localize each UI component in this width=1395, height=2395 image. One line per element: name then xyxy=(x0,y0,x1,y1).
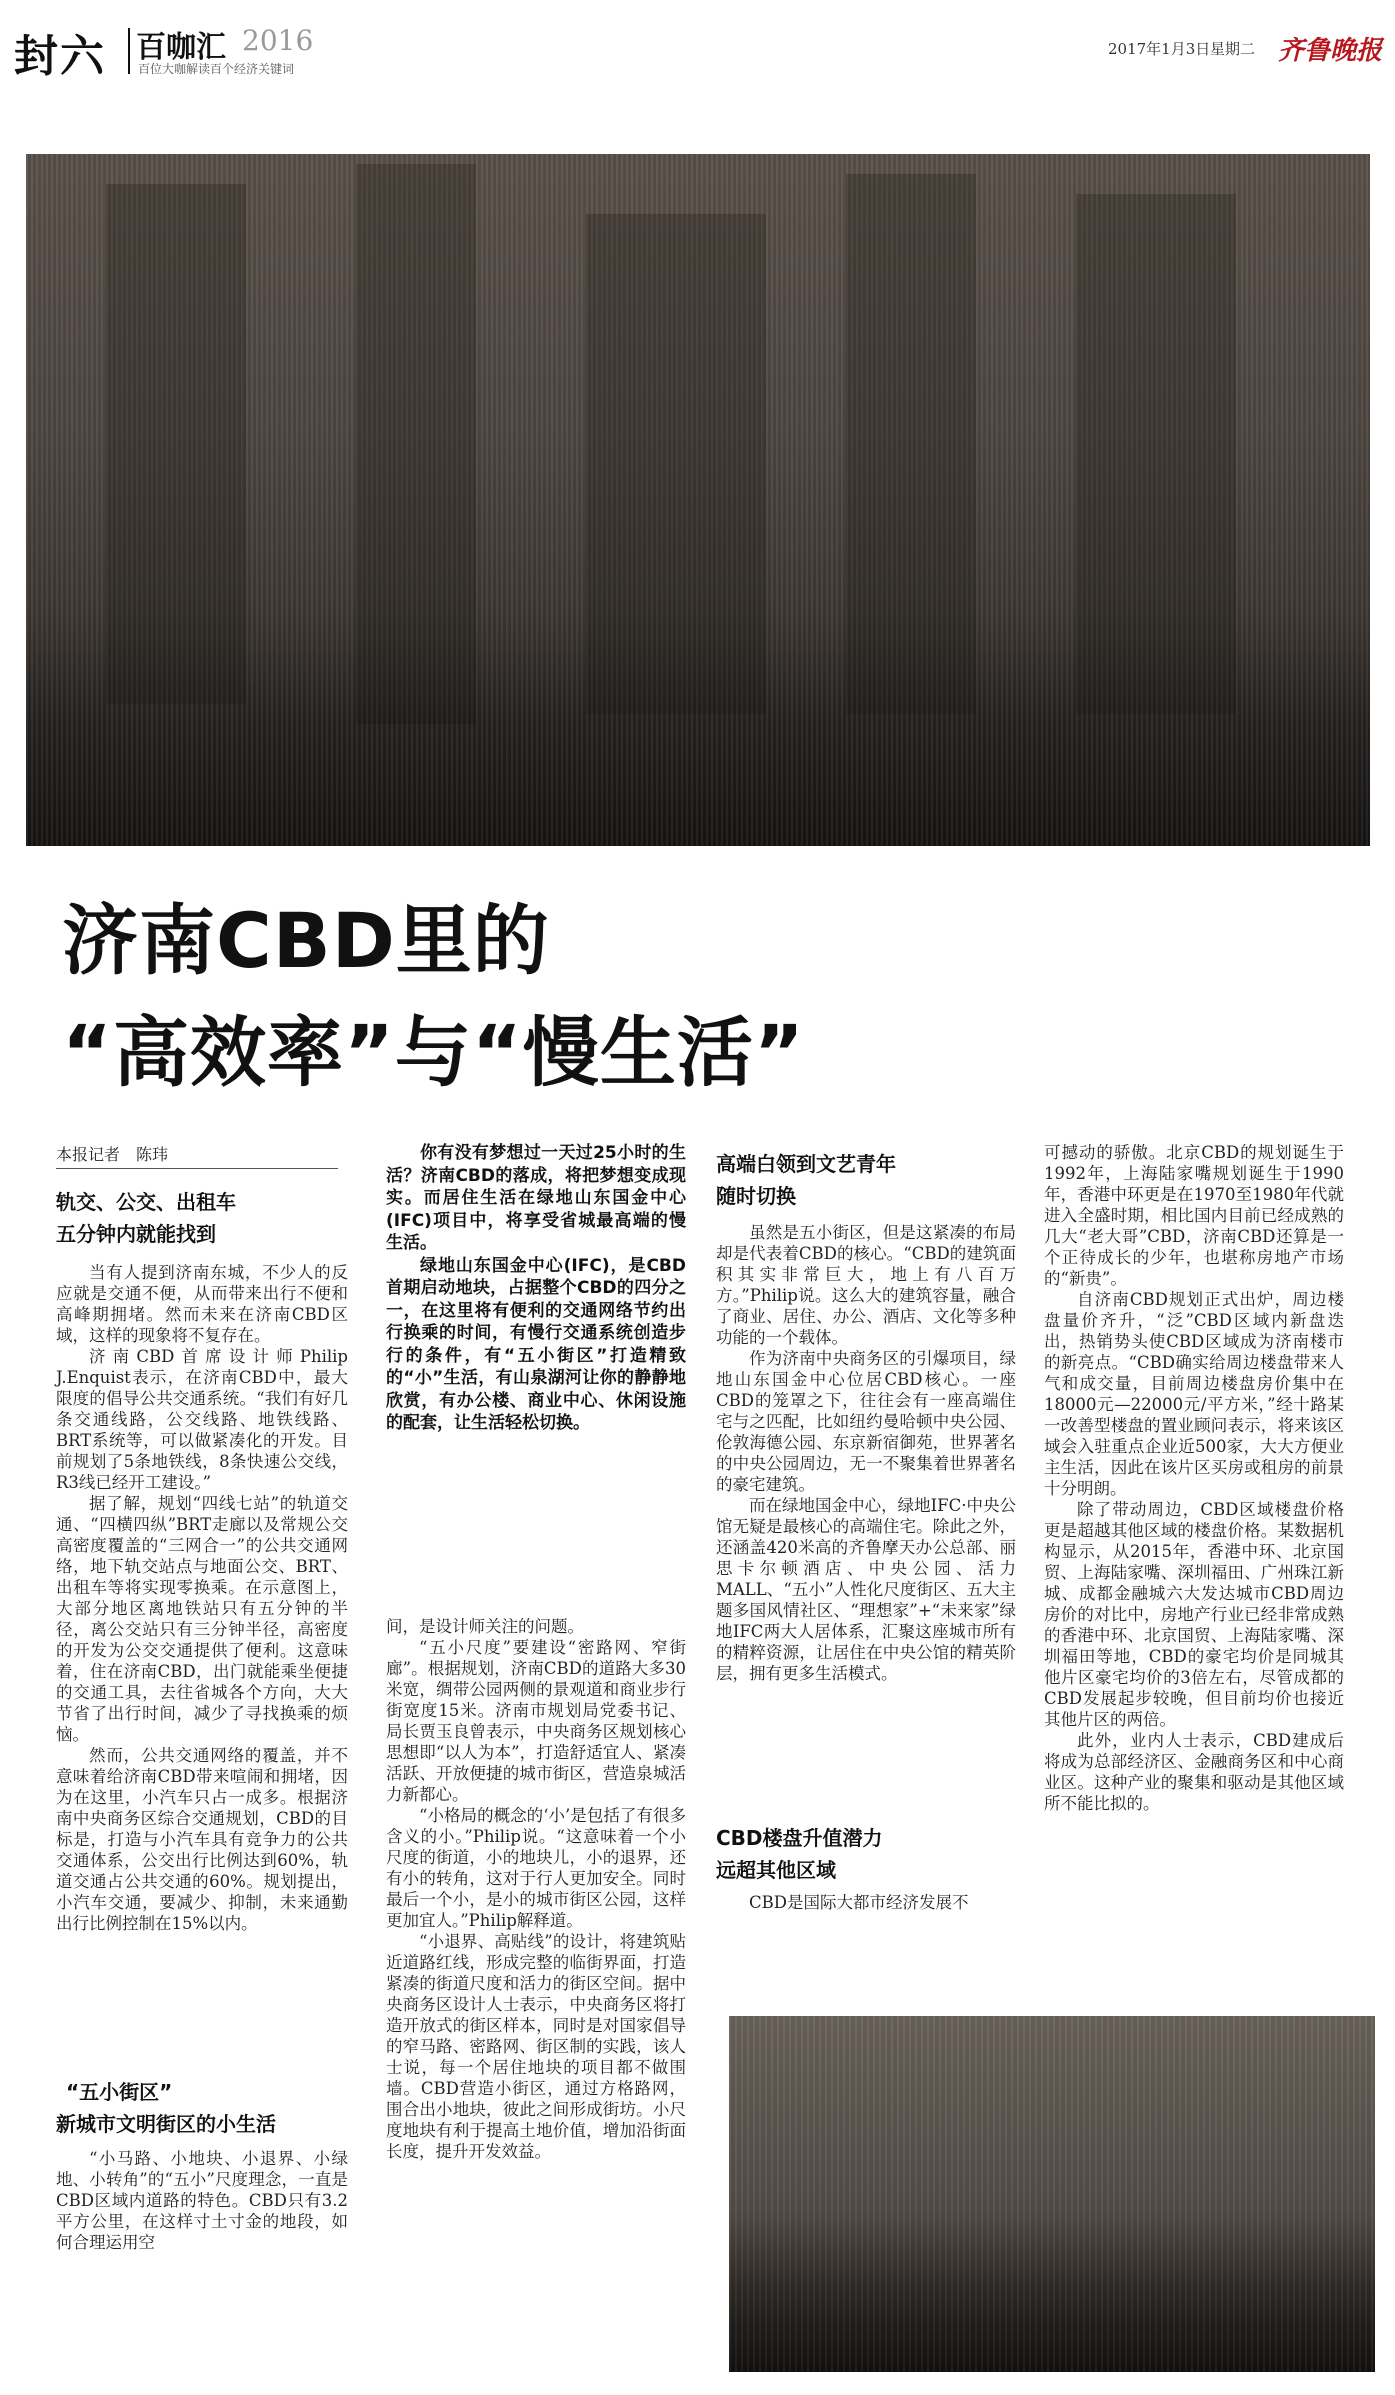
subhead-professionals xyxy=(716,1148,1016,1212)
continued-text: 间，是设计师关注的问题。 xyxy=(386,1617,584,1636)
lead-paragraph: 绿地山东国金中心(IFC)，是CBD首期启动地块，占据整个CBD的四分之一，在这里将有便利的交通网络节约出行换乘的时间，有慢行交通系统创造步行的条件，有“五小街区”打造精致的“小”生活，有山泉湖河让你的静静地欣赏，有办公楼、商业中心、休闲设施的配套，让生活轻松切换。 xyxy=(386,1255,686,1433)
masthead-divider xyxy=(128,28,130,74)
subhead-line: 轨交、公交、出租车 xyxy=(56,1190,236,1214)
paragraph: CBD是国际大都市经济发展不 xyxy=(749,1893,969,1912)
subhead-line: 新城市文明街区的小生活 xyxy=(56,2112,276,2136)
article-col-3b xyxy=(716,1892,1016,1913)
headline-line-2: “高效率”与“慢生活” xyxy=(62,1008,805,1097)
paragraph: 而在绿地国金中心，绿地IFC·中央公馆无疑是最核心的高端住宅。除此之外，还涵盖420米高的齐鲁摩天办公总部、丽思卡尔顿酒店、中央公园、活力MALL、“五小”人性化尺度街区、五大主题多国风情社区、“理想家”+“未来家”绿地IFC两大人居体系，汇聚这座城市所有的精粹资源，让居住在中央公馆的精英阶层，拥有更多生活模式。 xyxy=(716,1496,1016,1683)
article-col-4 xyxy=(1044,1142,1344,1814)
paragraph: 然而，公共交通网络的覆盖，并不意味着给济南CBD带来喧闹和拥堵，因为在这里，小汽车只占一成多。根据济南中央商务区综合交通规划，CBD的目标是，打造与小汽车具有竞争力的公共交通体系，公交出行比例达到60%，轨道交通占公共交通的60%。规划提出，小汽车交通，要减少、抑制，未来通勤出行比例控制在15%以内。 xyxy=(56,1746,348,1933)
article-col-1b xyxy=(56,2148,348,2253)
subhead-appreciation xyxy=(716,1822,1016,1886)
paragraph: “小马路、小地块、小退界、小绿地、小转角”的“五小”尺度理念，一直是CBD区域内道路的特色。CBD只有3.2平方公里，在这样寸土寸金的地段，如何合理运用空 xyxy=(56,2149,348,2252)
subhead-line: 随时切换 xyxy=(716,1184,796,1208)
subhead-line: “五小街区” xyxy=(66,2080,173,2104)
column-subtitle: 百位大咖解读百个经济关键词 xyxy=(138,62,295,76)
newspaper-logo: 齐鲁晚报 xyxy=(1278,36,1383,66)
headline-line-1: 济南CBD里的 xyxy=(62,896,550,985)
article-col-1 xyxy=(56,1262,348,1934)
byline: 本报记者 陈玮 xyxy=(56,1145,169,1164)
paragraph: 除了带动周边，CBD区域楼盘价格更是超越其他区域的楼盘价格。某数据机构显示，从2015年，香港中环、北京国贸、上海陆家嘴、深圳福田、广州珠江新城、成都金融城六大发达城市CBD周边房价的对比中，房地产行业已经非常成熟的香港中环、北京国贸、上海陆家嘴、深圳福田等地，CBD的豪宅均价是同城其他片区豪宅均价的3倍左右，尽管成都的CBD发展起步较晚，但目前均价也接近其他片区的两倍。 xyxy=(1044,1500,1344,1729)
paragraph: 此外，业内人士表示，CBD建成后将成为总部经济区、金融商务区和中心商业区。这种产业的聚集和驱动是其他区域所不能比拟的。 xyxy=(1044,1731,1344,1813)
subhead-line: 远超其他区域 xyxy=(716,1858,836,1882)
lead-paragraph: 你有没有梦想过一天过25小时的生活？济南CBD的落成，将把梦想变成现实。而居住生活在绿地山东国金中心(IFC)项目中，将享受省城最高端的慢生活。 xyxy=(386,1143,686,1253)
paragraph: “小退界、高贴线”的设计，将建筑贴近道路红线，形成完整的临街界面，打造紧凑的街道尺度和活力的街区空间。据中央商务区设计人士表示，中央商务区将打造开放式的街区样本，同时是对国家倡导的窄马路、密路网、街区制的实践，该人士说，每一个居住地块的项目都不做围墙。CBD营造小街区，通过方格路网，围合出小地块，彼此之间形成街坊。小尺度地块有利于提高土地价值，增加沿街面长度，提升开发效益。 xyxy=(386,1932,686,2161)
paragraph: 虽然是五小街区，但是这紧凑的布局却是代表着CBD的核心。“CBD的建筑面积其实非常巨大，地上有八百万方。”Philip说。这么大的建筑容量，融合了商业、居住、办公、酒店、文化等多种功能的一个载体。 xyxy=(716,1223,1016,1347)
paragraph: “五小尺度”要建设“密路网、窄街廊”。根据规划，济南CBD的道路大多30米宽，绸带公园两侧的景观道和商业步行街宽度15米。济南市规划局党委书记、局长贾玉良曾表示，中央商务区规划核心思想即“以人为本”，打造舒适宜人、紧凑活跃、开放便捷的城市街区，营造泉城活力新都心。 xyxy=(386,1638,686,1804)
paragraph: 据了解，规划“四线七站”的轨道交通、“四横四纵”BRT走廊以及常规公交高密度覆盖的“三网合一”的公共交通网络，地下轨交站点与地面公交、BRT、出租车等将实现零换乘。在示意图上，大部分地区离地铁站只有五分钟的半径，离公交站只有三分钟半径，高密度的开发为公交交通提供了便利。这意味着，住在济南CBD，出门就能乘坐便捷的交通工具，去往省城各个方向，大大节省了出行时间，减少了寻找换乘的烦恼。 xyxy=(56,1494,348,1744)
byline-rule xyxy=(56,1168,338,1169)
section-label: 封六 xyxy=(14,31,106,82)
continued-text: 可撼动的骄傲。北京CBD的规划诞生于1992年，上海陆家嘴规划诞生于1990年，香港中环更是在1970至1980年代就进入全盛时期，相比国内目前已经成熟的几大“老大哥”CBD，济南CBD还算是一个正待成长的少年，也堪称房地产市场的“新贵”。 xyxy=(1044,1143,1344,1288)
paragraph: 济南CBD首席设计师Philip J.Enquist表示，在济南CBD中，最大限度的倡导公共交通系统。“我们有好几条交通线路，公交线路、地铁线路、BRT系统等，可以做紧凑化的开发。目前规划了5条地铁线，8条快速公交线，R3线已经开工建设。” xyxy=(56,1347,348,1492)
buildings-photo xyxy=(729,2016,1375,2372)
issue-weekday: 星期二 xyxy=(1210,40,1256,58)
lead-paragraphs xyxy=(386,1142,686,1435)
paragraph: “小格局的概念的‘小’是包括了有很多含义的小。”Philip说。“这意味着一个小尺度的街道，小的地块儿，小的退界，还有小的转角，这对于行人更加安全。同时最后一个小，是小的城市街区公园，这样更加宜人。”Philip解释道。 xyxy=(386,1806,686,1930)
paragraph: 当有人提到济南东城，不少人的反应就是交通不便，从而带来出行不便和高峰期拥堵。然而未来在济南CBD区域，这样的现象将不复存在。 xyxy=(56,1263,348,1345)
paragraph: 作为济南中央商务区的引爆项目，绿地山东国金中心位居CBD核心。一座CBD的笼罩之下，往往会有一座高端住宅与之匹配，比如纽约曼哈顿中央公园、伦敦海德公园、东京新宿御苑，世界著名的中央公园周边，无一不聚集着世界著名的豪宅建筑。 xyxy=(716,1349,1016,1494)
subhead-line: CBD楼盘升值潜力 xyxy=(716,1826,883,1850)
issue-date: 2017年1月3日 xyxy=(1108,40,1211,58)
subhead-traffic xyxy=(56,1186,346,1250)
column-year: 2016 xyxy=(242,24,314,57)
article-col-2 xyxy=(386,1616,686,2162)
column-name: 百咖汇 xyxy=(136,30,226,65)
paragraph: 自济南CBD规划正式出炉，周边楼盘量价齐升，“泛”CBD区域内新盘迭出，热销势头使CBD区域成为济南楼市的新亮点。“CBD确实给周边楼盘带来人气和成交量，目前周边楼盘房价集中在18000元—22000元/平方米，”经十路某一改善型楼盘的置业顾问表示，将来该区域会入驻重点企业近500家，大大方便业主生活，因此在该片区买房或租房的前景十分明朗。 xyxy=(1044,1290,1344,1498)
subhead-blocks xyxy=(56,2076,346,2140)
subhead-line: 高端白领到文艺青年 xyxy=(716,1152,896,1176)
subhead-line: 五分钟内就能找到 xyxy=(56,1222,216,1246)
cityscape-photo xyxy=(26,154,1370,846)
article-col-3 xyxy=(716,1222,1016,1684)
